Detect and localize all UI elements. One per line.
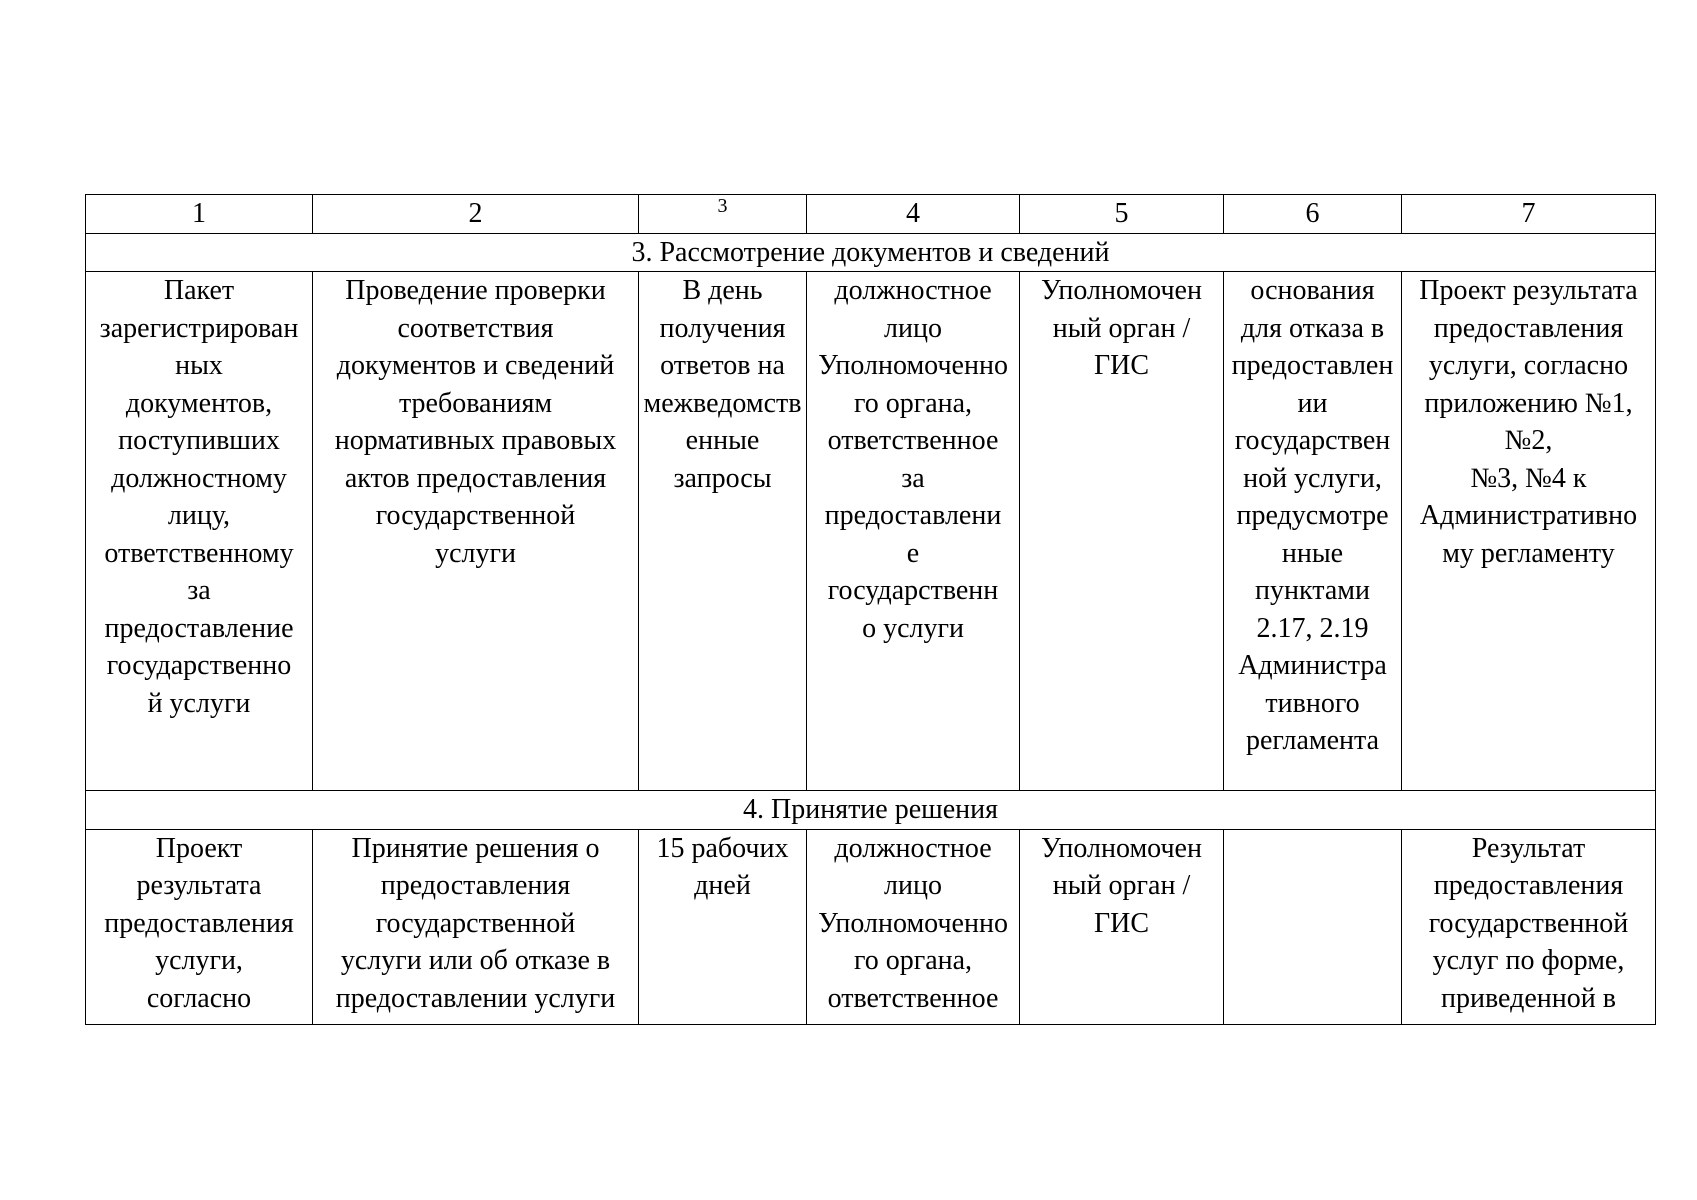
- section-4-cell-result: Результат предоставления государственной услуг по форме, приведенной в: [1402, 829, 1656, 1024]
- table-row: [86, 829, 1656, 1024]
- column-number-5: 5: [1020, 195, 1224, 234]
- section-4-cell-criteria: [1224, 829, 1402, 1024]
- section-3-cell-action: Проведение проверки соответствия документов и сведений требованиям нормативных правовых актов предоставления государственной услуги: [313, 272, 639, 791]
- section-3-cell-place: Уполномочен ный орган / ГИС: [1020, 272, 1224, 791]
- section-3-title: 3. Рассмотрение документов и сведений: [86, 233, 1656, 272]
- section-3-cell-deadline: В день получения ответов на межведомств енные запросы: [639, 272, 807, 791]
- section-4-cell-deadline: 15 рабочих дней: [639, 829, 807, 1024]
- section-3-heading-row: [86, 233, 1656, 272]
- section-4-cell-place: Уполномочен ный орган / ГИС: [1020, 829, 1224, 1024]
- section-4-cell-responsible: должностное лицо Уполномоченно го органа, ответственное: [807, 829, 1020, 1024]
- column-number-3: 3: [639, 195, 807, 234]
- column-number-2: 2: [313, 195, 639, 234]
- column-number-4: 4: [807, 195, 1020, 234]
- section-3-cell-result: Проект результата предоставления услуги, согласно приложению №1, №2, №3, №4 к Административно му регламенту: [1402, 272, 1656, 791]
- section-4-cell-action: Принятие решения о предоставления государственной услуги или об отказе в предоставлении услуги: [313, 829, 639, 1024]
- section-3-cell-criteria: основания для отказа в предоставлен ии государствен ной услуги, предусмотре нные пунктами 2.17, 2.19 Администра тивного регламента: [1224, 272, 1402, 791]
- column-number-row: [86, 195, 1656, 234]
- section-4-title: 4. Принятие решения: [86, 791, 1656, 830]
- table-row: [86, 272, 1656, 791]
- column-number-1: 1: [86, 195, 313, 234]
- section-4-cell-input-documents: Проект результата предоставления услуги, согласно: [86, 829, 313, 1024]
- procedure-table: [85, 194, 1656, 1025]
- section-3-cell-responsible: должностное лицо Уполномоченно го органа, ответственное за предоставлени е государственн о услуги: [807, 272, 1020, 791]
- section-4-heading-row: [86, 791, 1656, 830]
- column-number-6: 6: [1224, 195, 1402, 234]
- column-number-7: 7: [1402, 195, 1656, 234]
- section-3-cell-input-documents: Пакет зарегистрирован ных документов, поступивших должностному лицу, ответственному за предоставление государственно й услуги: [86, 272, 313, 791]
